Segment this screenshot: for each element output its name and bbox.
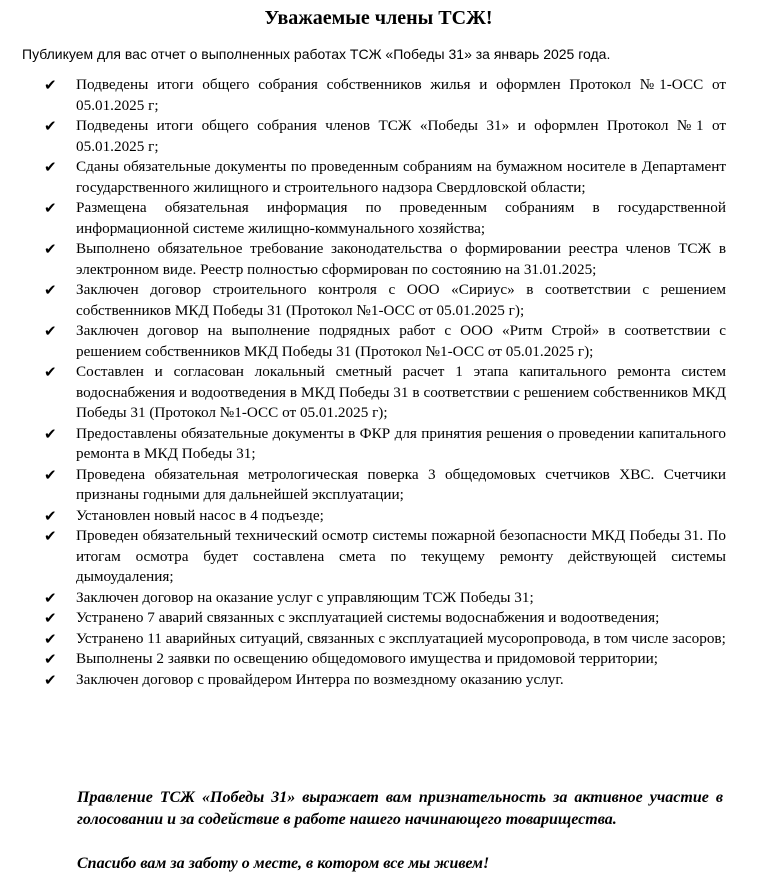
list-item-text: Устранено 11 аварийных ситуаций, связанных с эксплуатацией мусоропровода, в том числе засоров; xyxy=(76,629,726,647)
list-item-text: Размещена обязательная информация по проведенным собраниям в государственной информационной системе жилищно-коммунального хозяйства; xyxy=(76,199,726,237)
checkmark-icon: ✔ xyxy=(44,629,57,648)
list-item-text: Заключен договор на выполнение подрядных работ с ООО «Ритм Строй» в соответствии с решением собственников МКД Победы 31 (Протокол №1-ОСС от 05.01.2025 г); xyxy=(76,322,726,360)
list-item xyxy=(44,280,726,321)
list-item xyxy=(44,239,726,280)
checkmark-icon: ✔ xyxy=(44,670,57,689)
document-title: Уважаемые члены ТСЖ! xyxy=(264,7,493,29)
checkmark-icon: ✔ xyxy=(44,199,57,217)
list-item-text: Подведены итоги общего собрания членов ТСЖ «Победы 31» и оформлен Протокол №1 от 05.01.2025 г; xyxy=(76,117,726,155)
checkmark-icon: ✔ xyxy=(44,650,57,668)
list-item-text: Составлен и согласован локальный сметный расчет 1 этапа капитального ремонта систем водоснабжения и водоотведения в МКД Победы 31 в соответствии с решением собственников МКД Победы 31 (Протокол №1-ОСС от 05.01.2025 г); xyxy=(76,363,726,421)
checkmark-icon: ✔ xyxy=(44,240,57,258)
list-item-text: Предоставлены обязательные документы в ФКР для принятия решения о проведении капитального ремонта в МКД Победы 31; xyxy=(76,424,726,462)
list-item xyxy=(44,506,726,527)
list-item-text: Выполнены 2 заявки по освещению общедомового имущества и придомовой территории; xyxy=(76,650,659,667)
list-item xyxy=(44,75,726,116)
list-item xyxy=(44,629,726,650)
work-report-list xyxy=(44,75,726,690)
list-item xyxy=(44,526,726,588)
list-item xyxy=(44,588,726,609)
checkmark-icon: ✔ xyxy=(44,609,57,627)
list-item-text: Заключен договор строительного контроля с ООО «Сириус» в соответствии с решением собственников МКД Победы 31 (Протокол №1-ОСС от 05.01.2025 г); xyxy=(76,281,726,319)
closing-paragraph: Правление ТСЖ «Победы 31» выражает вам признательность за активное участие в голосовании и за содействие в работе нашего начинающего товарищества. xyxy=(77,789,723,828)
list-item xyxy=(44,465,726,506)
list-item xyxy=(44,649,726,670)
checkmark-icon: ✔ xyxy=(44,76,57,94)
list-item xyxy=(44,116,726,157)
list-item xyxy=(44,321,726,362)
list-item xyxy=(44,157,726,198)
checkmark-icon: ✔ xyxy=(44,322,57,340)
checkmark-icon: ✔ xyxy=(44,527,57,545)
checkmark-icon: ✔ xyxy=(44,158,57,176)
checkmark-icon: ✔ xyxy=(44,588,57,607)
checkmark-icon: ✔ xyxy=(44,363,57,381)
intro-paragraph: Публикуем для вас отчет о выполненных работах ТСЖ «Победы 31» за январь 2025 года. xyxy=(22,46,611,62)
list-item-text: Устранено 7 аварий связанных с эксплуатацией системы водоснабжения и водоотведения; xyxy=(76,609,660,626)
checkmark-icon: ✔ xyxy=(44,424,57,443)
list-item-text: Проведен обязательный технический осмотр системы пожарной безопасности МКД Победы 31. По итогам осмотра будет составлена смета по текущему ремонту действующей системы дымоудаления; xyxy=(76,527,726,585)
list-item-text: Установлен новый насос в 4 подъезде; xyxy=(76,506,324,524)
list-item xyxy=(44,362,726,424)
list-item-text: Сданы обязательные документы по проведенным собраниям на бумажном носителе в Департамент государственного жилищного и строительного надзора Свердловской области; xyxy=(76,158,726,196)
list-item-text: Заключен договор с провайдером Интерра по возмездному оказанию услуг. xyxy=(76,670,564,688)
checkmark-icon: ✔ xyxy=(44,117,57,135)
thanks-line: Спасибо вам за заботу о месте, в котором все мы живем! xyxy=(77,855,490,872)
list-item xyxy=(44,424,726,465)
list-item xyxy=(44,670,726,691)
checkmark-icon: ✔ xyxy=(44,281,57,299)
list-item-text: Подведены итоги общего собрания собственников жилья и оформлен Протокол №1-ОСС от 05.01.2025 г; xyxy=(76,76,726,114)
list-item-text: Заключен договор на оказание услуг с управляющим ТСЖ Победы 31; xyxy=(76,588,534,606)
checkmark-icon: ✔ xyxy=(44,465,57,484)
list-item-text: Проведена обязательная метрологическая поверка 3 общедомовых счетчиков ХВС. Счетчики признаны годными для дальнейшей эксплуатации; xyxy=(76,465,726,503)
list-item-text: Выполнено обязательное требование законодательства о формировании реестра членов ТСЖ в электронном виде. Реестр полностью сформирован по состоянию на 31.01.2025; xyxy=(76,240,726,278)
list-item xyxy=(44,608,726,629)
list-item xyxy=(44,198,726,239)
checkmark-icon: ✔ xyxy=(44,506,57,525)
